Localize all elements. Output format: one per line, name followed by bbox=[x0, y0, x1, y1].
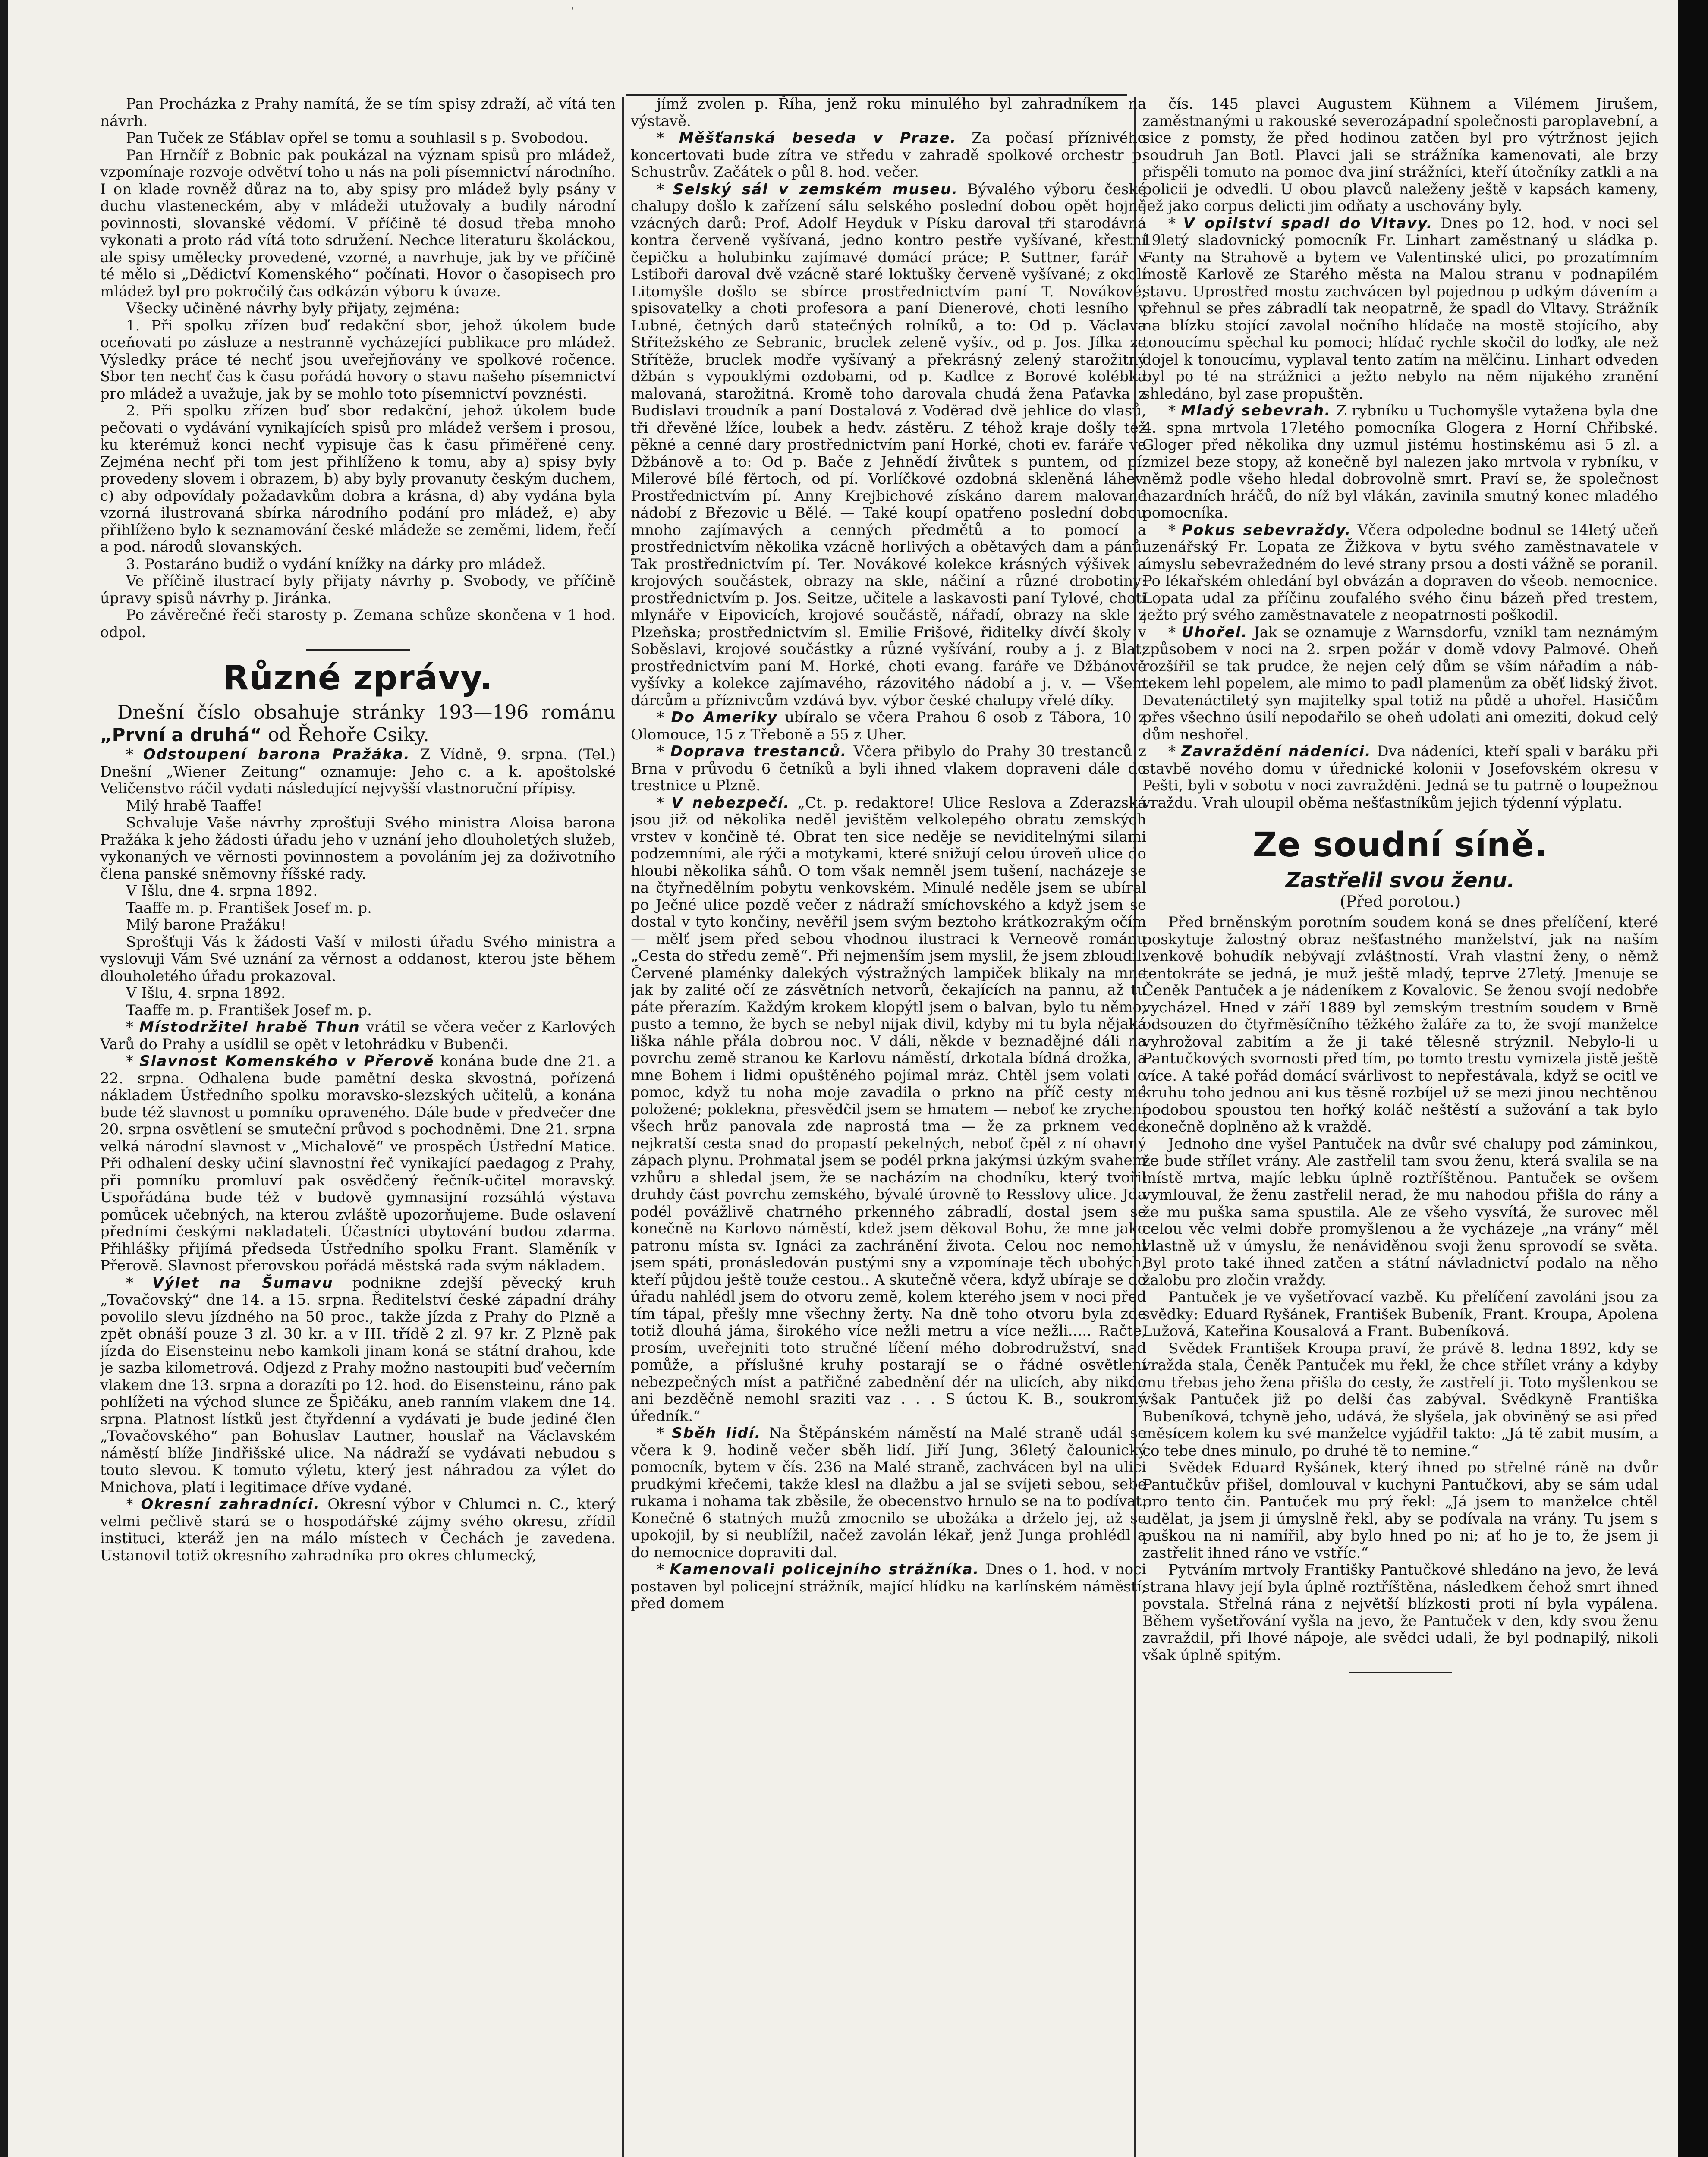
item-text: Milý hrabě Taaffe! bbox=[126, 797, 263, 814]
item-text: Bývalého výboru české chalupy došlo k zařízení sálu selského poslední dobou opět hojně vzácných darů: Prof. Adolf Heyduk v Písku daroval tři starodávná kontra červeně vyšívaná, jedno kontro pestře vyšívané, křestní čepičku a holubinku zajímavé domácí práce; P. Suttner, farář v Lstiboři daroval dvě vzácně staré loktušky červeně vyšívané; z okolí Litomyšle došlo se sbírce prostřednictvím paní T. Novákové, spisovatelky a choti profesora a paní Dienerové, choti lesního v Lubné, četných darů statečných rolníků, a to: Od p. Václava Střítežského ze Sebranic, bruclek zeleně vyšív., od p. Jos. Jílka ze Střítěže, bruclek modře vyšívaný a překrásný zelený starožitný džbán s vypouklými ozdobami, od p. Kadlce z Borové kolébka malovaná, starožitná. Kromě toho darovala chudá žena Paťavka z Budislavi troudník a paní Dostalová z Voděrad dvě jehlice do vlasů, tři dřevěné lžíce, loubek a hedv. zástěru. Z téhož kraje došly též pěkné a cenné dary prostřednictvím paní Horké, choti ev. faráře ve Džbánově a to: Od p. Bače z Jehnědí živůtek s puntem, od pí. Milerové bílé fěrtoch, od pí. Vorlíčkové ozdobná skleněná láhev. Prostřednictvím pí. Anny Krejbichové získáno darem malované nádobí z Březovic u Bělé. — Také koupí opatřeno poslední dobou mnoho zajímavých a cenných předmětů a to pomocí a prostřednictvím několika vzácně horlivých a obětavých dam a pánů. Tak prostřednictvím pí. Ter. Novákové kolekce krásných výšivek a krojových součástek, obrazy na skle, náčiní a různé drobotiny: prostřednictvím p. Jos. Seitze, učitele a laskavosti paní Tylové, choti mlynáře v Eipovicích, krojové součástě, nářadí, obrazy na skle z Plzeňska; prostřednictvím sl. Emilie Frišové, řiditelky dívčí školy v Soběslavi, krojové součástky a různé vyšívání, rouby a j. z Blat; prostřednictvím paní M. Horké, choti evang. faráře ve Džbánově vyšívky a kolekce zajímavého, rázovitého nádobí a j. v. — Všem dárcům a příznivcům vzdává byv. výbor české chalupy vřelé díky. bbox=[631, 180, 1146, 709]
item-text: vrátil se včera večer z Karlových Varů do Prahy a usídlil se opět v letohrádku v Bubenči. bbox=[100, 1019, 616, 1053]
item-asterisk: * bbox=[657, 794, 672, 811]
item-text: Milý barone Pražáku! bbox=[126, 916, 286, 934]
item-text: Dva nádeníci, kteří spali v baráku při stavbě nového domu v úřednické kolonii v Josefovském okresu v Pešti, byli v sobotu v noci zavražděni. Jedná se tu patrně o loupežnou vraždu. Vrah uloupil oběma nešťastníkům jejich týdenní výplatu. bbox=[1142, 743, 1658, 811]
item-asterisk: * bbox=[126, 1496, 141, 1513]
item-asterisk: * bbox=[126, 1274, 152, 1292]
item-text: V Išlu, 4. srpna 1892. bbox=[126, 984, 286, 1002]
item-text: Z rybníku u Tuchomyšle vytažena byla dne 4. spna mrtvola 17letého pomocníka Glogera z Horní Chřibské. Gloger před několika dny uzmul jistému hostinskému asi 5 zl. a zmizel beze stopy, až konečně byl nalezen jako mrtvola v rybníku, v němž podle všeho hledal dobrovolně smrt. Praví se, že společnost hazardních hráčů, do níž byl vlákán, zavinila smutný konec mladého pomocníka. bbox=[1142, 402, 1658, 522]
item-title: Zavraždění nádeníci. bbox=[1181, 743, 1371, 760]
section-heading-ruzne-zpravy: Různé zprávy. bbox=[223, 659, 493, 698]
news-item bbox=[631, 1425, 1146, 1561]
item-title: Slavnost Komenského v Přerově bbox=[139, 1053, 434, 1070]
item-asterisk: * bbox=[657, 709, 671, 726]
item-asterisk: * bbox=[1168, 623, 1182, 641]
news-item bbox=[631, 130, 1146, 181]
item-text: Taaffe m. p. František Josef m. p. bbox=[126, 1001, 372, 1019]
item-title: Okresní zahradníci. bbox=[141, 1496, 320, 1513]
news-item bbox=[1142, 96, 1658, 215]
paragraph: Pan Hrnčíř z Bobnic pak poukázal na význam spisů pro mládež, vzpomínaje rozvoje odvětví toho u nás na poli písemnictví národního. I on klade rovněž důraz na to, aby spisy pro mládež byly psány v duchu vlasteneckém, aby v mládeži utužovaly a budily národní povinnosti, slovanské vědomí. V příčině té dosud třeba mnoho vykonati a proto rád vítá toto sdružení. Nechce literaturu školáckou, ale spisy umělecky provedené, vzorné, a navrhuje, jak by ve příčině té mělo si „Dědictví Komenského“ počínati. Hovor o časopisech pro mládež byl pro pokročilý čas odkázán výboru k úvaze. bbox=[100, 146, 616, 300]
item-title: Do Ameriky bbox=[671, 709, 778, 726]
item-asterisk: * bbox=[657, 1424, 672, 1442]
item-asterisk: * bbox=[657, 129, 679, 147]
item-asterisk: * bbox=[126, 1053, 140, 1070]
col2-news-items bbox=[631, 96, 1146, 1613]
court-report bbox=[1142, 914, 1658, 1664]
paragraph: Svědek Eduard Ryšánek, který ihned po střelné ráně na dvůr Pantučkův přišel, domlouval v kuchyni Pantučkovi, aby se sám udal pro tento čin. Pantuček mu prý řekl: „Já jsem to manželce chtěl udělat, ja jsem ji úmyslně řekl, aby se podívala na vrány. Tu jsem s puškou na ni namířil, aby bylo hned po ni; ať ho je to, že jsem ji zastřelit ihned ráno ve vstříc.“ bbox=[1142, 1459, 1658, 1562]
news-item bbox=[100, 814, 616, 883]
item-asterisk: * bbox=[1168, 402, 1181, 419]
column-3 bbox=[1142, 96, 1658, 2157]
news-item bbox=[631, 96, 1146, 130]
column-1 bbox=[100, 96, 616, 2157]
paragraph: Pytváním mrtvoly Františky Pantučkové shledáno na jevo, že levá strana hlavy její byla úplně roztříštěna, následkem čehož smrt ihned povstala. Střelná rána z největší blízkosti proti ní byla vypálena. Během vyšetřování vyšla na jevo, že Pantuček v den, kdy svou ženu zavraždil, při lhové nápoje, ale svědci udali, že byl podnapilý, nikoli však úplně spitým. bbox=[1142, 1561, 1658, 1664]
col1-news-items bbox=[100, 746, 616, 1564]
paragraph: Pan Procházka z Prahy namítá, že se tím spisy zdraží, ač vítá ten návrh. bbox=[100, 96, 616, 130]
news-item bbox=[100, 746, 616, 798]
paragraph: Ve příčině ilustrací byly přijaty návrhy p. Svobody, ve příčině úpravy spisů návrhy p. Jiránka. bbox=[100, 572, 616, 607]
paragraph: 3. Postaráno budiž o vydání knížky na dárky pro mládež. bbox=[126, 555, 546, 573]
paragraph: 2. Při spolku zřízen buď sbor redakční, jehož úkolem bude pečovati o vydávání vynikajících spisů pro mládež veršem i prosou, ku kterémuž konci nechť vypisuje čas k času přiměřené ceny. Zejména nechť při tom jest přihlíženo k tomu, aby a) spisy byly provedeny slovem i obrazem, b) aby byly provanuty českým duchem, c) aby odpovídaly požadavkům dobra a krásna, d) aby vydána byla vzorná ilustrovaná sbírka národního podání pro mládež, e) aby přihlíženo bylo k seznamování české mládeže se zeměmi, lidem, řečí a pod. národů slovanských. bbox=[100, 402, 616, 556]
item-asterisk: * bbox=[126, 746, 143, 763]
col1-paragraphs bbox=[100, 96, 616, 641]
item-text: konána bude dne 21. a 22. srpna. Odhalena bude pamětní deska skvostná, pořízená nákladem Ústředního spolku moravsko-slezských učitelů, a konána bude též slavnost u pomníku opraveného. Dále bude v předvečer dne 20. srpna osvětlení se smuteční průvod s pochodněmi. Dne 21. srpna velká národní slavnost v „Michalově“ ve prospěch Ústřední Matice. Při odhalení desky učiní slavnostní řeč vynikající paedagog z Prahy, při pomníku promluví pak osvědčený řečník-učitel moravský. Uspořádána bude též v budově gymnasijní rozsáhlá výstava pomůcek učebných, na kterou zvláště upozorňujeme. Bude oslavení předními českými nakladateli. Účastníci ubytování budou zdarma. Přihlášky přijímá předseda Ústředního spolku Frant. Slaměník v Přerově. Slavnost přerovskou pořádá městská rada svým nákladem. bbox=[100, 1053, 616, 1274]
paragraph: Jednoho dne vyšel Pantuček na dvůr své chalupy pod záminkou, že bude střílet vrány. Ale zastřelil tam svou ženu, která svalila se na místě mrtva, majíc lebku úplně roztříštěnou. Pantuček se ovšem vymlouval, že ženu zastřelil nerad, že mu nahodou přišla do rány a že mu puška sama spustila. Ale ze všeho vysvítá, že surovec měl celou věc velmi dobře promyšlenou a že vycházeje „na vrány“ měl vlastně už v úmyslu, že nenáviděnou svoji ženu sprovodí se světa. Byl proto také ihned zatčen a státní návladnictví podalo na něho žalobu pro zločin vraždy. bbox=[1142, 1135, 1658, 1289]
item-text: Včera přibylo do Prahy 30 trestanců z Brna v průvodu 6 četníků a byli ihned vlakem dopraveni dále do trestnice u Plzně. bbox=[631, 743, 1146, 794]
column-rule-1 bbox=[622, 97, 624, 2157]
novel-announcement: Dnešní číslo obsahuje stránky 193—196 románu „První a druhá“ od Řehoře Csiky. bbox=[100, 701, 616, 746]
item-title: Výlet na Šumavu bbox=[152, 1274, 333, 1292]
scan-edge-right bbox=[1678, 0, 1708, 2157]
item-text: Taaffe m. p. František Josef m. p. bbox=[126, 899, 372, 917]
item-title: Odstoupení barona Pražáka. bbox=[143, 746, 410, 763]
item-text: Dnes po 12. hod. v noci sel 19letý sladovnický pomocník Fr. Linhart zaměstnaný u sládka p. Fanty na Strahově a bytem ve Valentinské ulici, po prozatímním mostě Karlově ze Starého města na Malou stranu v podnapilém stavu. Uprostřed mostu zachvácen byl pojednou p udkým dávením a přehnul se přes zábradlí tak neopatrně, že spadl do Vltavy. Strážník na blízku stojící zavolal nočního hlídače na mostě stojícího, aby tonoucímu spěchal ku pomoci; hlídač rychle skočil do loďky, ale než dojel k tonoucímu, vyplaval tento zatím na mělčinu. Linhart odveden byl po té na strážnici a ježto nebylo na něm nijakého zranění shledáno, byl zase propuštěn. bbox=[1142, 214, 1658, 402]
news-item bbox=[100, 1496, 616, 1564]
news-item bbox=[100, 1053, 616, 1275]
item-text: Jak se oznamuje z Warnsdorfu, vznikl tam neznámým způsobem v noci na 2. srpen požár v domě vdovy Palmové. Oheň rozšířil se tak prudce, že nejen celý dům se vším nářadím a náb- tekem lehl popelem, ale mimo to padl plamenům za oběť lidský život. Devatenáctiletý syn majitelky spal totiž na půdě a uhořel. Hasičům přes všechno úsilí nepodařilo se oheň udolati ani omeziti, dokud celý dům neshořel. bbox=[1142, 623, 1658, 743]
news-item bbox=[1142, 402, 1658, 522]
news-item bbox=[631, 1561, 1146, 1613]
paragraph: Všecky učiněné návrhy byly přijaty, zejména: bbox=[126, 300, 460, 317]
item-text: Schvaluje Vaše návrhy zprošťuji Svého ministra Aloisa barona Pražáka k jeho žádosti úřadu jeho v uznání jeho dlouholetých služeb, vykonaných ve věrnosti povinnostem a povoláním jej za doživotního člena panské sněmovny říšské rady. bbox=[100, 814, 616, 883]
news-item bbox=[100, 1275, 616, 1497]
item-text: Z Vídně, 9. srpna. (Tel.) Dnešní „Wiener Zeitung“ oznamuje: Jeho c. a k. apoštolské Veličenstvo ráčil vydati následující nejvyšší vlastnoruční přípisy. bbox=[100, 746, 616, 797]
item-text: Okresní výbor v Chlumci n. C., který velmi pečlivě stará se o hospodářské zájmy svého okresu, zřídil instituci, kteráž jen na málo místech v Čechách je zavedena. Ustanovil totiž okresního zahradníka pro okres chlumecký, bbox=[100, 1496, 616, 1564]
item-asterisk: * bbox=[126, 1019, 139, 1036]
item-title: Kamenovali policejního strážníka. bbox=[670, 1561, 980, 1578]
news-item bbox=[100, 1019, 616, 1053]
news-item bbox=[100, 985, 616, 1002]
page-marker: ' bbox=[572, 6, 575, 17]
paragraph: 1. Při spolku zřízen buď redakční sbor, jehož úkolem bude oceňovati po zásluze a nestranně vycházející publikace pro mládež. Výsledky práce té nechť jsou uveřejňovány ve spolkové ročence. Sbor ten nechť čas k času pořádá hovory o stavu našeho písemnictví pro mládež a uvažuje, jak by se mohlo toto písemnictví povznésti. bbox=[100, 317, 616, 402]
news-item bbox=[631, 743, 1146, 795]
item-title: Mladý sebevrah. bbox=[1181, 402, 1331, 419]
news-item bbox=[631, 795, 1146, 1425]
section-heading-ze-soudni-sine: Ze soudní síně. bbox=[1252, 826, 1548, 865]
item-title: Doprava trestanců. bbox=[670, 743, 847, 760]
news-item bbox=[100, 798, 616, 815]
item-text: Na Štěpánském náměstí na Malé straně udál se včera k 9. hodině večer sběh lidí. Jiří Jung, 36letý čalounický pomocník, bytem v čís. 236 na Malé straně, zachvácen byl na ulici prudkými křečemi, takže klesl na dlažbu a jal se svíjeti sebou, sebe rukama i nohama tak zběsile, že obecenstvo hrnulo se na to podívat. Konečně 6 statných mužů zmocnilo se ubožáka a drželo jej, až se upokojil, by si neublížil, načež zavolán lékař, jenž Junga prohlédl a do nemocnice dopraviti dal. bbox=[631, 1424, 1146, 1561]
item-title: Měšťanská beseda v Praze. bbox=[679, 129, 957, 147]
news-item bbox=[100, 917, 616, 934]
item-text: čís. 145 plavci Augustem Kühnem a Vilémem Jirušem, zaměstnanými u rakouské severozápadní společnosti paroplavební, a sice z pomsty, že před hodinou zatčen byl pro výtržnost jejich soudruh Jan Botl. Plavci jali se strážníka kamenovati, ale brzy přispěli tomuto na pomoc dva jiní strážníci, kteří útočníky zatkli a na policii je odvedli. U obou plavců naleženy ještě v kapsách kameny, jež jako corpus delicti jim odňaty a uschovány byly. bbox=[1142, 96, 1658, 215]
item-asterisk: * bbox=[657, 743, 670, 760]
section-divider bbox=[306, 649, 410, 651]
news-item bbox=[1142, 522, 1658, 624]
end-rule bbox=[1349, 1672, 1452, 1673]
paragraph: Před brněnským porotním soudem koná se dnes přelíčení, které poskytuje žalostný obraz nešťastného manželství, jak na naším venkově bohudík nebývají zvláštností. Vrah vlastní ženy, o němž tentokráte se jedná, je muž ještě mladý, teprve 27letý. Jmenuje se Čeněk Pantuček a je nádeníkem z Kovalovic. Se ženou svojí nedobře vycházel. Hned v září 1889 byl zemským trestním soudem v Brně odsouzen do čtyřměsíčního těžkého žaláře za to, že svojí manželce vyhrožoval zabitím a že ji také tělesně strýznil. Nebylo-li u Pantučkových svornosti před tím, po tomto trestu vymizela jistě ještě více. A také pořád domácí svárlivost to nepřestávala, když se ocitl ve kruhu toho jednou ani kus těsně rozbíjel už se mezi jinou nechtěnou podobou spoustou ten hořký koláč neštěstí a sužování a tak bylo konečně doplněno až k vraždě. bbox=[1142, 914, 1658, 1135]
paragraph: Svědek František Kroupa praví, že právě 8. ledna 1892, kdy se vražda stala, Čeněk Pantuček mu řekl, že chce střílet vrány a kdyby mu třebas jeho žena přišla do cesty, že zastřelí ji. Toto myšlenkou se však Pantuček již po delší čas zabýval. Svědkyně Františka Bubeníková, tchyně jeho, udává, že slyšela, jak obviněný se asi před měsícem kolem ku své manželce vyjádřil takto: „Já tě zabit musím, a co tebe dnes minulo, po druhé tě to nemine.“ bbox=[1142, 1339, 1658, 1459]
news-item bbox=[100, 900, 616, 917]
col3-news-items bbox=[1142, 96, 1658, 811]
item-asterisk: * bbox=[657, 180, 673, 198]
article-subtitle: (Před porotou.) bbox=[1340, 893, 1461, 911]
item-text: Včera odpoledne bodnul se 14letý učeň uzenářský Fr. Lopata ze Žižkova v bytu svého zaměstnavatele v úmyslu sebevražedném do levé strany prsou a dosti vážně se poranil. Po lékařském ohledání byl obvázán a dopraven do všeob. nemocnice. Lopata udal za příčinu zoufalého svého činu bázeň před trestem, ježto prý svého zaměstnavatele z neopatrnosti poškodil. bbox=[1142, 521, 1658, 624]
item-text: „Ct. p. redaktore! Ulice Reslova a Zderazská jsou již od několika neděl jevištěm velkolepého obratu zemských vrstev v končině té. Obrat ten sice neděje se neviditelnými silami podzemními, ale rýči a motykami, které snižují celou úroveň ulice do hloubi několika sáhů. O tom však nemněl jsem tušení, nacházeje se na čtyřnedělním pobytu venkovském. Minulé neděle jsem se ubíral po Ječné ulice pozdě večer z nádraží smíchovského a když jsem se dostal v tyto končiny, nevěřil jsem svým beztoho krátkozrakým očím — mělť jsem před sebou vhodnou ilustraci k Verneově románu „Cesta do středu země“. Při nejmenším jsem myslil, že jsem zbloudil. Červené plaménky dalekých výstražných lampiček blikaly na mne jak by zalité očí ze zásvětních netvorů, čekajících na pannu, až tu páte přerazím. Každým krokem klopýtl jsem o balvan, bylo tu němo, pusto a temno, že bych se nebyl nijak divil, kdyby mi tu byla nějaká liška náhle přála dobrou noc. V dáli, někde v beznadějné dáli na povrchu země stranou ke Karlovu náměstí, drkotala bídná drožka, a mne Bohem i lidmi opuštěného pojímal mráz. Chtěl jsem volati o pomoc, když tu noha moje zavadila o prkno na příč cesty mé položené; poklekna, přesvědčil jsem se hmatem — neboť ke zrychení všech hrůz panovala zde naprostá tma — že za prknem vede nejkratší cesta snad do propastí pekelných, neboť čpěl z ní ohavný zápach plynu. Prohmatal jsem se podél prkna jakýmsi úzkým svahem vzhůru a shledal jsem, že se nacházím na chodníku, který tvořil druhdy část povrchu zemského, bývalé úrovně to Resslovy ulice. Jda podél povážlivě chatrného prkenného zábradlí, dostal jsem se konečně na Karlovo náměstí, kdež jsem děkoval Bohu, že mne jako patronu místa sv. Ignáci za zachránění života. Celou noc nemohl jsem spáti, pronásledován pustými sny a vzpomínaje těch ubohých, kteří půjdou ještě touže cestou.. A skutečně včera, když ubíraje se do úřadu nahlédl jsem do otvoru země, kolem kterého jsem v noci před tím tápal, přešly mne všechny žerty. Na dně toho otvoru byla zde totiž dlouhá jáma, širokého více nežli metru a více nežli..... Račte, prosím, uveřejniti toto stručné líčení mého dobrodružství, snad pomůže, a příslušné kruhy postarají se o řádné osvětlení nebezpečných míst a patřičné zabednění dér na ulicích, aby nikdo ani bezděčně nemohl sraziti vaz . . . S úctou K. B., soukromý úředník.“ bbox=[631, 794, 1146, 1425]
item-title: Místodržitel hrabě Thun bbox=[139, 1019, 360, 1036]
item-asterisk: * bbox=[1168, 521, 1182, 539]
item-title: Pokus sebevraždy. bbox=[1182, 521, 1352, 539]
item-text: Dnes o 1. hod. v noci postaven byl policejní strážník, mající hlídku na karlínském náměstí, před domem bbox=[631, 1561, 1146, 1612]
news-item bbox=[631, 181, 1146, 710]
item-text: podnikne zdejší pěvecký kruh „Tovačovský“ dne 14. a 15. srpna. Ředitelství české západní dráhy povolilo slevu jízdného na 50 proc., takže jízda z Prahy do Plzně a zpět obnáší pouze 3 zl. 30 kr. a v III. třídě 2 zl. 97 kr. Z Plzně pak jízda do Eisensteinu nebo kamkoli jinam koná se státní drahou, kde je sazba kilometrová. Odjezd z Prahy možno nastoupiti buď večerním vlakem dne 13. srpna a dorazíti po 12. hod. do Eisensteinu, ráno pak pohlížeti na východ slunce ze Špičáku, aneb ranním vlakem dne 14. srpna. Platnost lístků jest čtyřdenní a vydávati je bude jediné člen „Tovačovského“ pan Bohuslav Lautner, houslař na Václavském náměstí blíže Jindřišské ulice. Na nádraží se vydávati nebudou s touto slevou. K tomuto výletu, který jest náhradou za výlet do Mnichova, platí i legitimace dříve vydané. bbox=[100, 1274, 616, 1496]
item-title: V nebezpečí. bbox=[671, 794, 790, 811]
item-asterisk: * bbox=[657, 1561, 670, 1578]
item-title: V opilství spadl do Vltavy. bbox=[1183, 214, 1433, 232]
news-item bbox=[1142, 215, 1658, 403]
article-title-zastrelil: Zastřelil svou ženu. bbox=[1285, 868, 1515, 893]
paragraph: Pan Tuček ze Sťáblav opřel se tomu a souhlasil s p. Svobodou. bbox=[126, 129, 588, 147]
news-item bbox=[631, 709, 1146, 743]
scan-edge-left bbox=[0, 0, 8, 2157]
news-item bbox=[100, 934, 616, 985]
news-item bbox=[100, 1002, 616, 1019]
news-item bbox=[1142, 624, 1658, 744]
item-text: V Išlu, dne 4. srpna 1892. bbox=[126, 882, 318, 899]
news-item bbox=[100, 883, 616, 900]
news-item bbox=[1142, 743, 1658, 811]
item-title: Uhořel. bbox=[1181, 623, 1248, 641]
item-text: ubíralo se včera Prahou 6 osob z Tábora, 10 z Olomouce, 15 z Třeboně a 55 z Uher. bbox=[631, 709, 1146, 743]
column-2 bbox=[631, 96, 1146, 2157]
item-text: jímž zvolen p. Říha, jenž roku minulého byl zahradníkem na výstavě. bbox=[631, 96, 1146, 130]
item-asterisk: * bbox=[1168, 214, 1183, 232]
item-text: Sprošťuji Vás k žádosti Vaší v milosti úřadu Svého ministra a vyslovuji Vám Své uznání za věrnost a oddanost, kterou jste během dlouholetého úřadu prokazoval. bbox=[100, 933, 616, 985]
item-text: Za počasí příznivého koncertovati bude zítra ve středu v zahradě spolkové orchestr p. Schustrův. Začátek o půl 8. hod. večer. bbox=[631, 129, 1146, 181]
paragraph: Pantuček je ve vyšetřovací vazbě. Ku přelíčení zavoláni jsou za svědky: Eduard Ryšánek, František Bubeník, Frant. Kroupa, Apolena Lužová, Kateřina Kousalová a Frant. Bubeníková. bbox=[1142, 1289, 1658, 1340]
paragraph: Po závěrečné řeči starosty p. Zemana schůze skončena v 1 hod. odpol. bbox=[100, 607, 616, 641]
item-title: Sběh lidí. bbox=[672, 1424, 761, 1442]
item-title: Selský sál v zemském museu. bbox=[673, 180, 959, 198]
item-asterisk: * bbox=[1168, 743, 1181, 760]
